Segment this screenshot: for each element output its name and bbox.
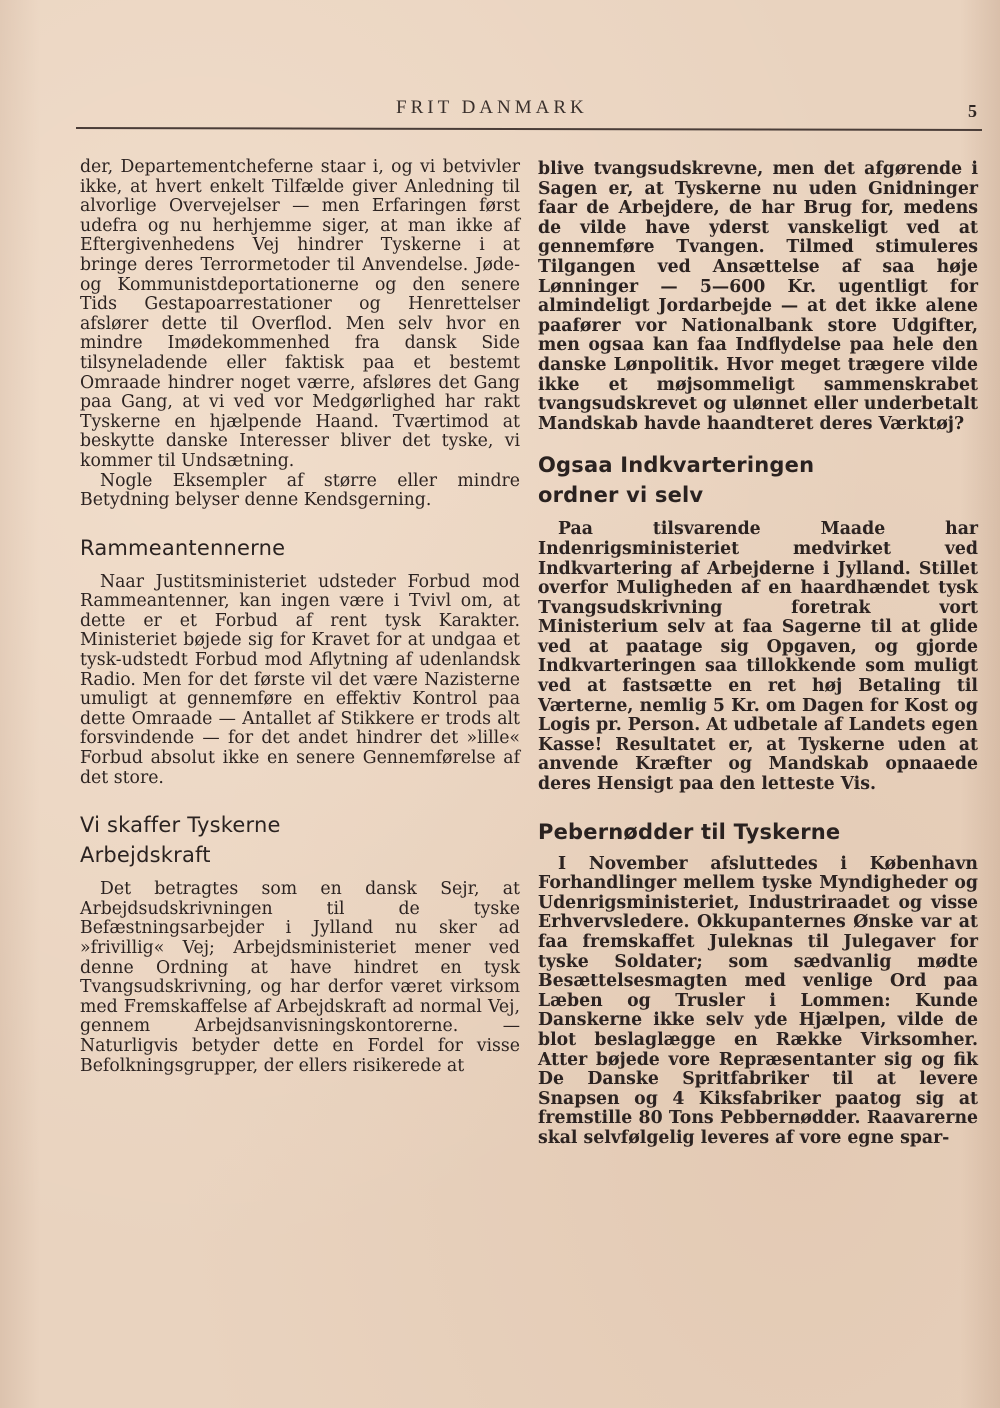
heading-rammeantennerne: Rammeantennerne — [80, 535, 286, 560]
heading-vi-skaffer-line1: Vi skaffer Tyskerne — [80, 813, 281, 838]
heading-indkvartering-line2: ordner vi selv — [538, 483, 704, 508]
arbejdskraft-paragraph: Det betragtes som en dansk Sejr, at Arbejdsudskrivningen til de tyske Befæstningsarbejder i Jylland nu sker ad »frivillig« Vej; Arbejdsministeriet mener ved denne Ordning at have hindret en tysk Tvangsudskrivning, og har derfor været virksom med Fremskaffelse af Arbejdskraft ad normal Vej, gennem Arbejdsanvisningskontorerne. — Naturligvis betyder dette en Fordel for visse Befolkningsgrupper, der ellers risikerede at — [80, 879, 520, 1076]
intro-paragraph: der, Departementcheferne staar i, og vi betvivler ikke, at hvert enkelt Tilfælde giver Anledning til alvorlige Overvejelser — men Erfaringen først udefra og nu herhjemme siger, at man ikke af Eftergivenhedens Vej hindrer Tyskerne i at bringe deres Terrormetoder til Anvendelse. Jøde- og Kommunistdeportationerne og den senere Tids Gestapoarrestationer og Henrettelser afslører dette til Overflod. Men selv hvor en mindre Imødekommenhed fra dansk Side tilsyneladende eller faktisk paa et bestemt Omraade hindrer noget værre, afsløres det Gang paa Gang, at vi ved vor Medgørlighed har rakt Tyskerne en hjælpende Haand. Tværtimod at beskytte danske Interesser bliver det tyske, vi kommer til Undsætning. — [80, 157, 520, 471]
running-title: FRIT DANMARK — [396, 97, 588, 118]
rammeantenner-paragraph: Naar Justitsministeriet udsteder Forbud mod Rammeantenner, kan ingen være i Tvivl om, at dette er et Forbud af rent tysk Karakter. Ministeriet bøjede sig for Kravet for at undgaa et tysk-udstedt Forbud mod Aflytning af udenlandsk Radio. Men for det første vil det være Nazisterne umuligt at gennemføre en effektiv Kontrol paa dette Omraade — Antallet af Stikkere er trods alt forsvindende — for det andet hindrer det »lille« Forbud absolut ikke en senere Gennemførelse af det store. — [80, 571, 520, 788]
indkvartering-paragraph: Paa tilsvarende Maade har Indenrigsministeriet medvirket ved Indkvartering af Arbejderne i Jylland. Stillet overfor Muligheden af en haardhændet tysk Tvangsudskrivning foretrak vort Ministerium selv at faa Sagerne til at glide ved at paatage sig Opgaven, og gjorde Indkvarteringen saa tillokkende som muligt ved at fastsætte en ret høj Betaling til Værterne, nemlig 5 Kr. om Dagen for Kost og Logis pr. Person. At udbetale af Landets egen Kasse! Resultatet er, at Tyskerne uden at anvende Kræfter og Mandskab opnaaede deres Hensigt paa den letteste Vis. — [538, 519, 978, 795]
right-column — [538, 160, 978, 1149]
page-number: 5 — [968, 101, 977, 121]
pebernodder-paragraph: I November afsluttedes i København Forhandlinger mellem tyske Myndigheder og Udenrigsministeriet, Industriraadet og visse Erhvervsledere. Okkupanternes Ønske var at faa fremskaffet Juleknas til Julegaver for tyske Soldater; som sædvanlig mødte Besættelsesmagten med venlige Ord paa Læben og Trusler i Lommen: Kunde Danskerne ikke selv yde Hjælpen, vilde de blot beslaglægge en Række Virksomher. Atter bøjede vore Repræsentanter sig og fik De Danske Spritfabriker til at levere Snapsen og 4 Kiksfabriker paatog sig at fremstille 80 Tons Pebbernødder. Raavarerne skal selvfølgelig leveres af vore egne spar- — [538, 853, 978, 1148]
header-rule — [76, 127, 982, 131]
spacer — [80, 511, 520, 533]
heading-indkvartering-line1: Ogsaa Indkvarteringen — [538, 453, 815, 478]
spacer — [80, 788, 520, 810]
heading-pebernodder: Pebernødder til Tyskerne — [538, 819, 841, 844]
spacer — [538, 434, 978, 450]
examples-paragraph: Nogle Eksempler af større eller mindre Betydning belyser denne Kendsgerning. — [80, 470, 520, 511]
continuation-paragraph: blive tvangsudskrevne, men det afgørende i Sagen er, at Tyskerne nu uden Gnidninger faar de Arbejdere, de har Brug for, medens de vilde have yderst vanskeligt ved at gennemføre Tvangen. Tilmed stimuleres Tilgangen ved Ansættelse af saa høje Lønninger — 5—600 Kr. ugentligt for almindeligt Jordarbejde — at det ikke alene paafører vor Nationalbank store Udgifter, men ogsaa kan faa Indflydelse paa hele den danske Lønpolitik. Hvor meget trægere vilde ikke et møjsommeligt sammenskrabet tvangsudskrevet og ulønnet eller underbetalt Mandskab havde haandteret deres Værktøj? — [538, 159, 978, 434]
spacer — [538, 795, 978, 817]
left-column — [80, 158, 520, 1076]
heading-vi-skaffer-line2: Arbejdskraft — [80, 843, 211, 868]
